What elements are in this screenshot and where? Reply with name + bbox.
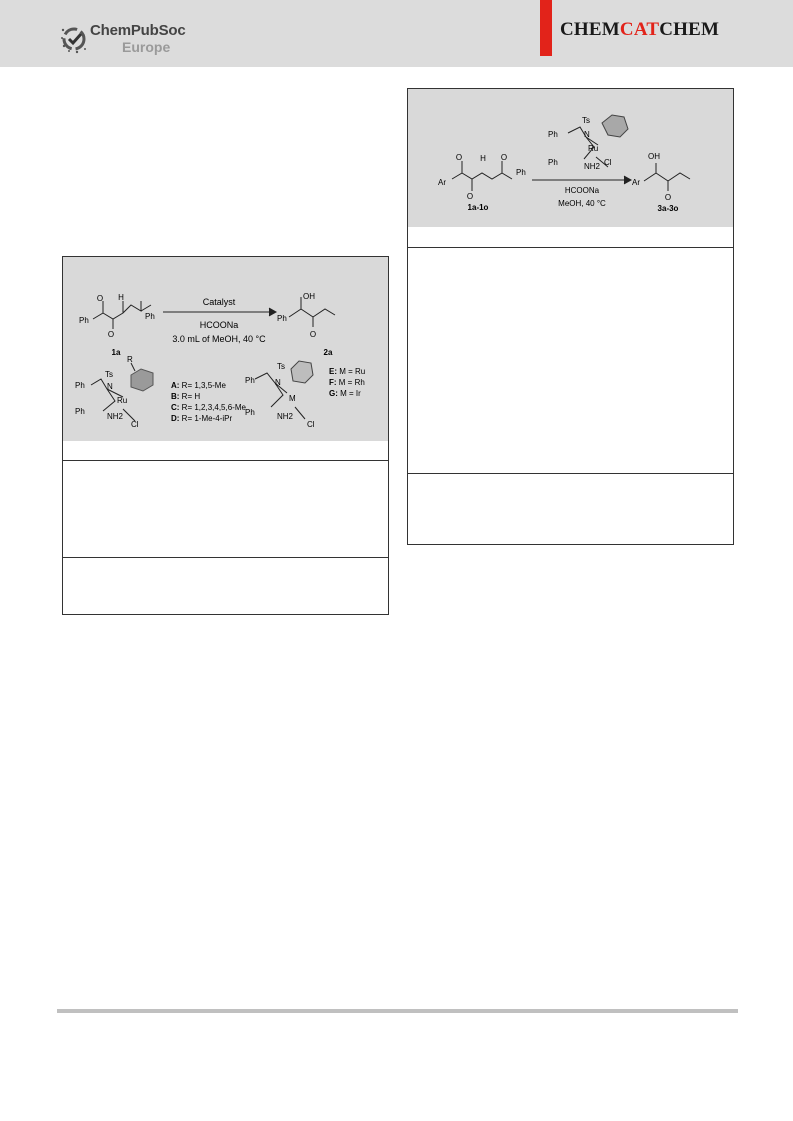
oh-label: OH xyxy=(648,152,660,161)
table-catalyst-screening xyxy=(62,256,389,615)
o-label: O xyxy=(309,330,317,339)
ph-label: Ph xyxy=(516,168,526,177)
metal-entry-g: G: M = Ir xyxy=(329,389,361,398)
reaction-scheme-left-drawing xyxy=(63,257,388,441)
journal-title-part2: CAT xyxy=(619,19,660,40)
page-header xyxy=(0,0,793,67)
journal-title[interactable] xyxy=(560,19,719,41)
catalyst-label: Catalyst xyxy=(202,297,236,307)
oh-label: OH xyxy=(303,292,315,301)
cl-label: Cl xyxy=(131,420,139,429)
reaction-scheme-right-drawing xyxy=(408,89,733,227)
ru-label: Ru xyxy=(117,396,128,405)
nh2-label: NH2 xyxy=(584,162,601,171)
ts-label: Ts xyxy=(277,362,285,371)
table-rule-bottom xyxy=(63,557,388,558)
h-label: H xyxy=(480,154,486,163)
legend-entry-b: B: R= H xyxy=(171,392,201,401)
substrate-label-1a-1o: 1a-1o xyxy=(467,203,489,212)
n-label: N xyxy=(584,130,590,139)
metal-entry-e: E: M = Ru xyxy=(329,367,366,376)
ph-label: Ph xyxy=(245,408,255,417)
product-label-2a: 2a xyxy=(323,348,333,357)
ph-label: Ph xyxy=(75,381,85,390)
ph-label: Ph xyxy=(548,158,558,167)
o-label: O xyxy=(466,192,474,201)
publisher-region: Europe xyxy=(122,39,171,55)
ph-label: Ph xyxy=(79,316,89,325)
o-label: O xyxy=(664,193,672,202)
nh2-label: NH2 xyxy=(277,412,294,421)
n-label: N xyxy=(275,378,281,387)
o-label: O xyxy=(96,294,104,303)
product-label-3a-3o: 3a-3o xyxy=(657,204,679,213)
conditions-label: 3.0 mL of MeOH, 40 °C xyxy=(172,334,266,344)
ph-label: Ph xyxy=(245,376,255,385)
o-label: O xyxy=(107,330,115,339)
ar-label: Ar xyxy=(438,178,446,187)
journal-title-part1: CHEM xyxy=(560,19,620,40)
ph-label: Ph xyxy=(145,312,155,321)
reaction-scheme-right xyxy=(408,89,733,227)
metal-entry-f: F: M = Rh xyxy=(329,378,365,387)
h-label: H xyxy=(118,293,124,302)
footer-rule xyxy=(57,1009,738,1013)
table-rule-bottom xyxy=(408,473,733,474)
m-label: M xyxy=(289,394,296,403)
r-label: R xyxy=(127,355,133,364)
ts-label: Ts xyxy=(105,370,113,379)
publisher-logo[interactable] xyxy=(60,22,200,58)
journal-title-part3: CHEM xyxy=(659,19,720,40)
reagent-label: HCOONa xyxy=(564,186,600,195)
nh2-label: NH2 xyxy=(107,412,124,421)
n-label: N xyxy=(107,382,113,391)
header-accent-bar xyxy=(540,0,552,56)
reaction-scheme-left xyxy=(63,257,388,441)
o-label: O xyxy=(455,153,463,162)
ru-label: Ru xyxy=(588,144,599,153)
ph-label: Ph xyxy=(75,407,85,416)
table-substrate-scope xyxy=(407,88,734,545)
publisher-name: ChemPubSoc xyxy=(90,22,186,39)
legend-entry-a: A: R= 1,3,5-Me xyxy=(171,381,226,390)
ph-label: Ph xyxy=(548,130,558,139)
table-rule-top xyxy=(63,460,388,461)
conditions-label: MeOH, 40 °C xyxy=(558,199,606,208)
ph-label: Ph xyxy=(277,314,287,323)
cl-label: Cl xyxy=(307,420,315,429)
chempubsoc-logo-icon xyxy=(60,24,90,54)
o-label: O xyxy=(500,153,508,162)
ts-label: Ts xyxy=(582,116,590,125)
ar-label: Ar xyxy=(632,178,640,187)
cl-label: Cl xyxy=(604,158,612,167)
table-rule-top xyxy=(408,247,733,248)
reagent-label: HCOONa xyxy=(199,320,239,330)
legend-entry-d: D: R= 1-Me-4-iPr xyxy=(171,414,233,423)
legend-entry-c: C: R= 1,2,3,4,5,6-Me xyxy=(171,403,246,412)
substrate-label-1a: 1a xyxy=(111,348,121,357)
